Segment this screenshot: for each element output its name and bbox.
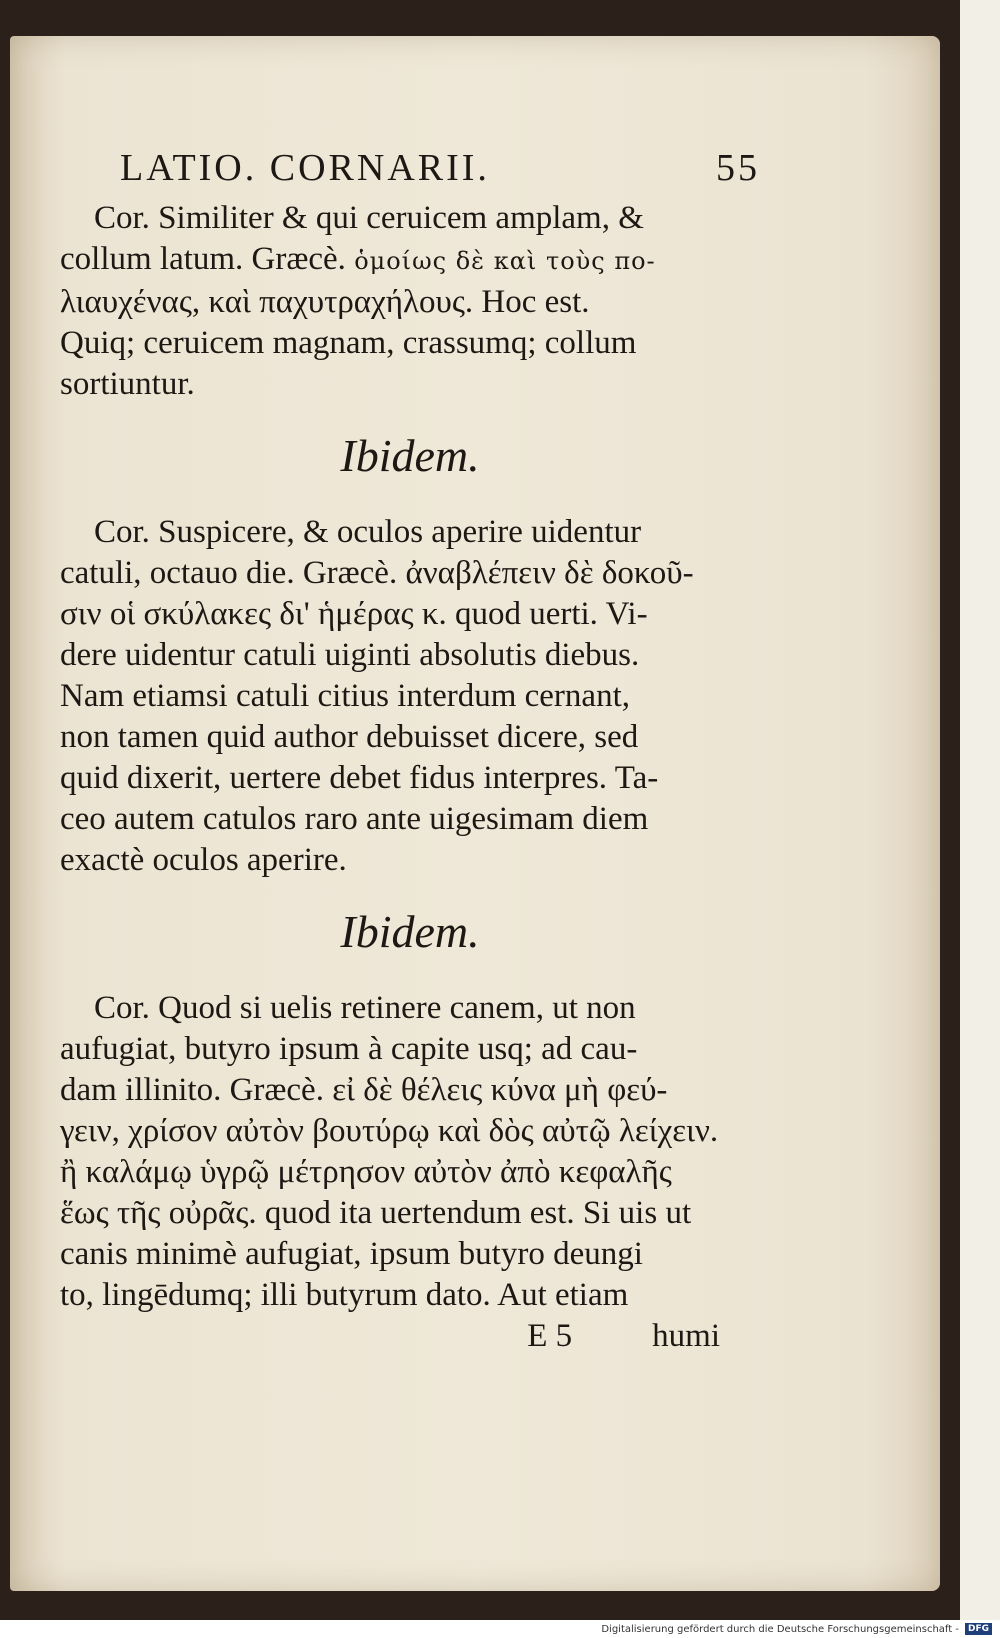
- text-line: quid dixerit, uertere debet fidus interpres. Ta-: [60, 760, 659, 796]
- section-2: [60, 512, 760, 881]
- section-3: [60, 988, 760, 1316]
- text-line: γειν, χρίσον αὐτὸν βουτύρῳ καὶ δὸς αὐτῷ λείχειν.: [60, 1113, 719, 1149]
- text-line: ἕως τῆς οὐρᾶς. quod ita uertendum est. Si uis ut: [60, 1195, 692, 1231]
- running-head: [120, 146, 760, 198]
- text-line: ἢ καλάμῳ ὑγρῷ μέτρησον αὐτὸν ἀπὸ κεφαλῆς: [60, 1154, 672, 1190]
- text-line: [60, 239, 760, 282]
- catchline: [60, 1316, 760, 1357]
- catchword: humi: [652, 1318, 720, 1354]
- section-heading: Ibidem.: [340, 906, 480, 957]
- digitization-footer: [0, 1620, 1000, 1638]
- text-line: non tamen quid author debuisset dicere, sed: [60, 719, 639, 755]
- text-line: Cor. Suspicere, & oculos aperire uidentur: [94, 514, 642, 550]
- text-line: Cor. Similiter & qui ceruicem amplam, &: [94, 200, 644, 236]
- text-line: dam illinito. Græcè. εἰ δὲ θέλεις κύνα μὴ φεύ-: [60, 1072, 668, 1108]
- text-line: dere uidentur catuli uiginti absolutis diebus.: [60, 637, 640, 673]
- footer-credit: Digitalisierung gefördert durch die Deutsche Forschungsgemeinschaft -: [601, 1623, 959, 1635]
- text-line: λιαυχένας, καὶ παχυτραχήλους. Hoc est.: [60, 284, 590, 320]
- dfg-logo: DFG: [965, 1623, 992, 1635]
- text-block: [60, 146, 760, 1357]
- text-line: catuli, octauo die. Græcè. ἀναβλέπειν δὲ δοκοῦ-: [60, 555, 694, 591]
- text-line: aufugiat, butyro ipsum à capite usq; ad cau-: [60, 1031, 638, 1067]
- greek-fragment: ὁμοίως δὲ καὶ τοὺς πο-: [354, 247, 656, 275]
- page-number: 55: [716, 147, 760, 189]
- text-line: ceo autem catulos raro ante uigesimam diem: [60, 801, 649, 837]
- running-head-title: LATIO. CORNARII.: [120, 147, 490, 189]
- text-line: sortiuntur.: [60, 366, 195, 402]
- text-line: Nam etiamsi catuli citius interdum cernant,: [60, 678, 630, 714]
- text-line: exactè oculos aperire.: [60, 842, 347, 878]
- section-heading: Ibidem.: [340, 430, 480, 481]
- section-1: [60, 198, 760, 405]
- book-page: [10, 36, 940, 1591]
- text-line: canis minimè aufugiat, ipsum butyro deungi: [60, 1236, 643, 1272]
- signature-mark: E 5: [527, 1318, 573, 1354]
- text-line: Cor. Quod si uelis retinere canem, ut non: [94, 990, 636, 1026]
- text-line: to, lingēdumq; illi butyrum dato. Aut etiam: [60, 1277, 629, 1313]
- text-span: collum latum. Græcè.: [60, 241, 346, 277]
- text-line: Quiq; ceruicem magnam, crassumq; collum: [60, 325, 637, 361]
- text-line: σιν οἱ σκύλακες δι' ἡμέρας κ. quod uerti. Vi-: [60, 596, 648, 632]
